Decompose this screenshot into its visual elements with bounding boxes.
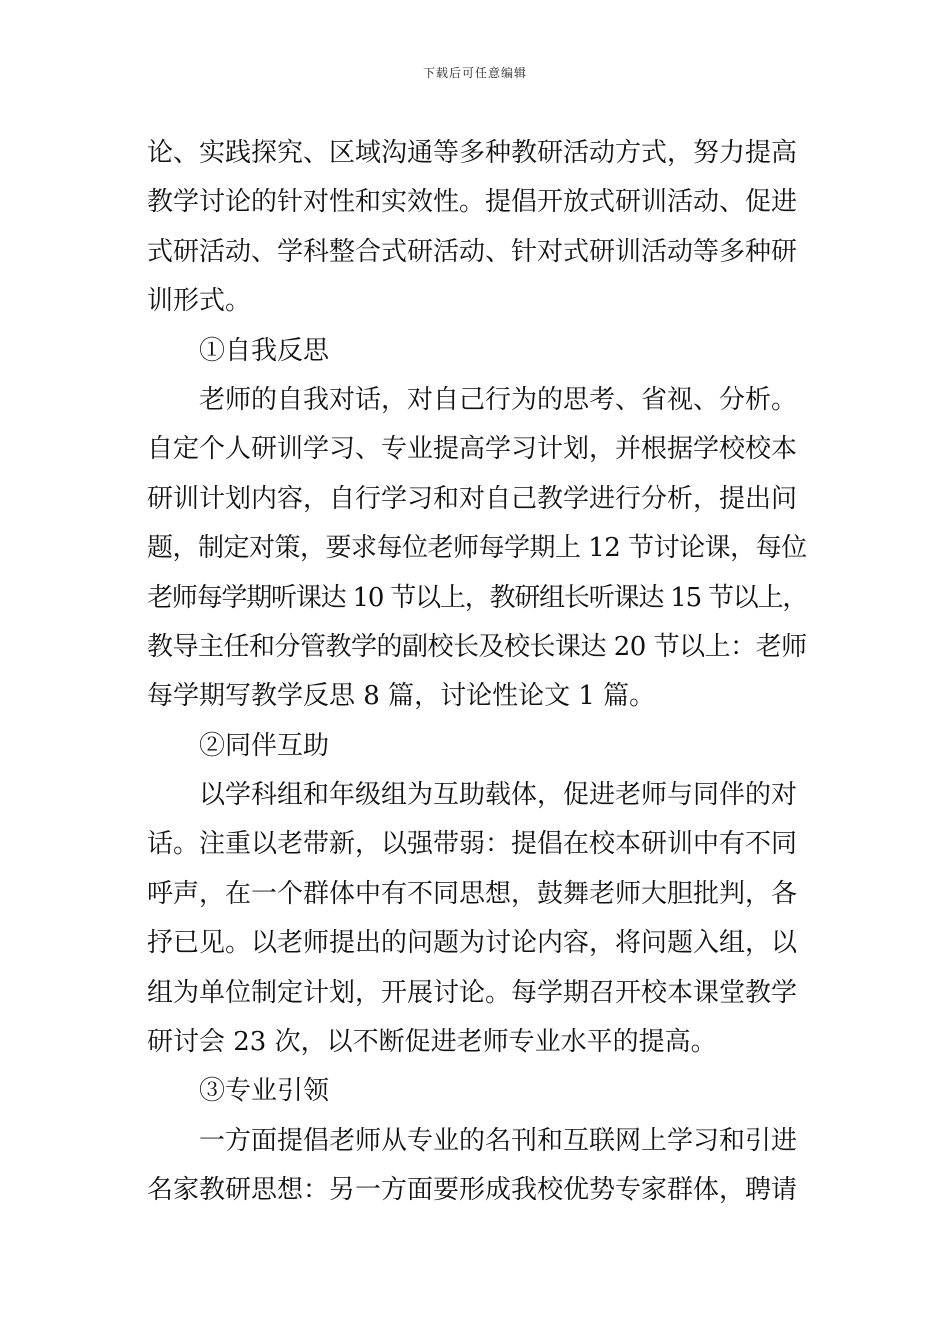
body-text-line: ②同伴互助 <box>199 730 330 761</box>
body-text-line: 呼声，在一个群体中有不同思想，鼓舞老师大胆批判，各 <box>147 878 798 909</box>
body-text-line: 题，制定对策，要求每位老师每学期上 12 节讨论课，每位 <box>147 533 807 564</box>
body-text-line: ③专业引领 <box>199 1076 330 1107</box>
page-header-note: 下载后可任意编辑 <box>422 66 527 80</box>
body-text-line: 研训计划内容，自行学习和对自己教学进行分析，提出问 <box>147 483 798 514</box>
body-text-line: 抒已见。以老师提出的问题为讨论内容，将问题入组，以 <box>147 928 798 959</box>
body-text-line: 训形式。 <box>147 286 252 317</box>
document-body <box>147 129 807 1216</box>
body-text-line: 以学科组和年级组为互助载体，促进老师与同伴的对 <box>199 780 798 811</box>
body-text-line: 式研活动、学科整合式研活动、针对式研训活动等多种研 <box>147 236 798 267</box>
body-text-line: 老师每学期听课达 10 节以上，教研组长听课达 15 节以上， <box>147 582 808 613</box>
body-text-line: 研讨会 23 次，以不断促进老师专业水平的提高。 <box>147 1027 717 1058</box>
body-text-line: 每学期写教学反思 8 篇，讨论性论文 1 篇。 <box>147 681 656 712</box>
body-text-line: 一方面提倡老师从专业的名刊和互联网上学习和引进 <box>199 1125 798 1156</box>
body-text-line: ①自我反思 <box>199 335 330 366</box>
body-text-line: 话。注重以老带新，以强带弱：提倡在校本研训中有不同 <box>147 829 798 860</box>
body-text-line: 组为单位制定计划，开展讨论。每学期召开校本课堂教学 <box>147 977 798 1008</box>
body-text-line: 教导主任和分管教学的副校长及校长课达 20 节以上：老师 <box>147 631 807 662</box>
body-text-line: 论、实践探究、区域沟通等多种教研活动方式，努力提高 <box>147 138 798 168</box>
body-text-line: 老师的自我对话，对自己行为的思考、省视、分析。 <box>199 384 798 415</box>
body-text-line: 自定个人研训学习、专业提高学习计划，并根据学校校本 <box>147 434 798 465</box>
body-text-line: 教学讨论的针对性和实效性。提倡开放式研训活动、促进 <box>147 187 798 218</box>
body-text-line: 名家教研思想：另一方面要形成我校优势专家群体，聘请 <box>147 1175 798 1206</box>
